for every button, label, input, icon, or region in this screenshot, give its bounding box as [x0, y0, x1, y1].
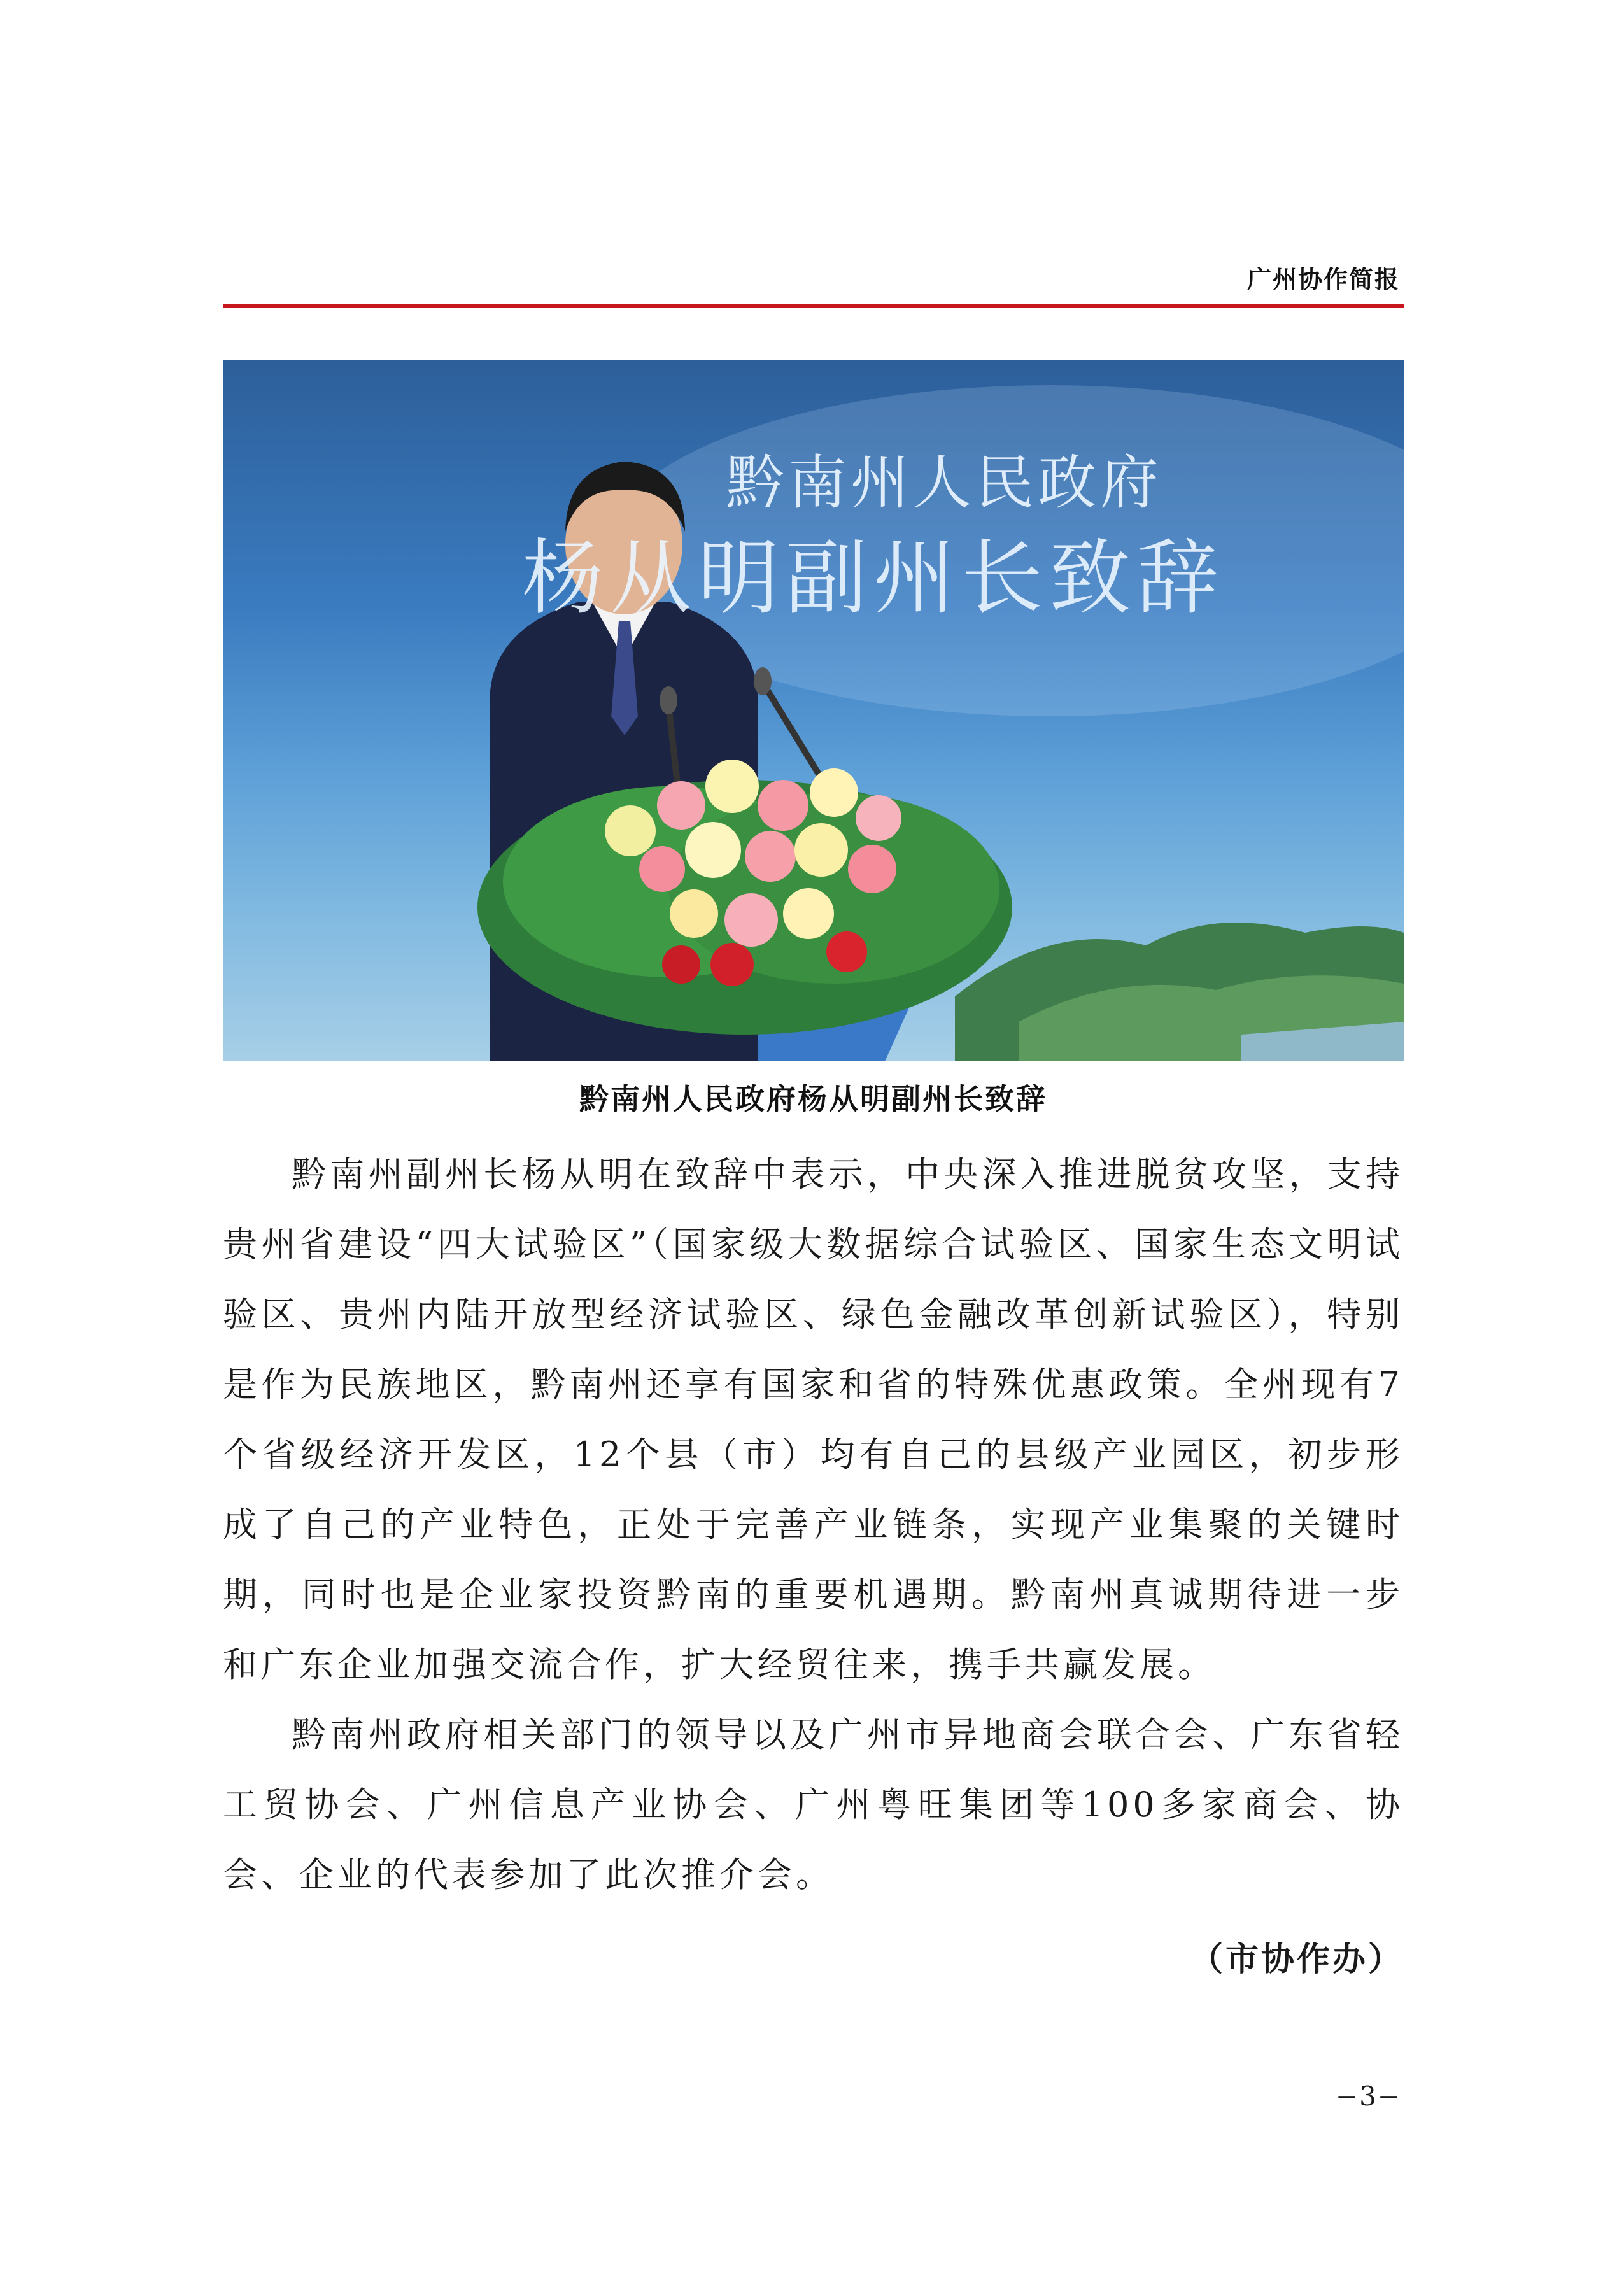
- backdrop-title-line2: 杨从明副州长致辞: [522, 531, 1225, 626]
- header-title: 广州协作简报: [1246, 265, 1400, 294]
- speech-photo: [223, 360, 1404, 1061]
- photo-caption: 黔南州人民政府杨从明副州长致辞: [579, 1082, 1047, 1116]
- header-divider: [223, 304, 1404, 308]
- article-body: [223, 1140, 1404, 1910]
- page-number: −3−: [1335, 2081, 1401, 2112]
- backdrop-title-line1: 黔南州人民政府: [726, 449, 1163, 517]
- signature: （市协作办）: [1189, 1941, 1404, 1979]
- paragraph: 黔南州政府相关部门的领导以及广州市异地商会联合会、广东省轻工贸协会、广州信息产业协会、广州粤旺集团等100多家商会、协会、企业的代表参加了此次推介会。: [223, 1715, 1404, 1895]
- paragraph: 黔南州副州长杨从明在致辞中表示，中央深入推进脱贫攻坚，支持贵州省建设“四大试验区”（国家级大数据综合试验区、国家生态文明试验区、贵州内陆开放型经济试验区、绿色金融改革创新试验区），特别是作为民族地区，黔南州还享有国家和省的特殊优惠政策。全州现有7个省级经济开发区，12个县（市）均有自己的县级产业园区，初步形成了自己的产业特色，正处于完善产业链条，实现产业集聚的关键时期，同时也是企业家投资黔南的重要机遇期。黔南州真诚期待进一步和广东企业加强交流合作，扩大经贸往来，携手共赢发展。: [223, 1154, 1404, 1685]
